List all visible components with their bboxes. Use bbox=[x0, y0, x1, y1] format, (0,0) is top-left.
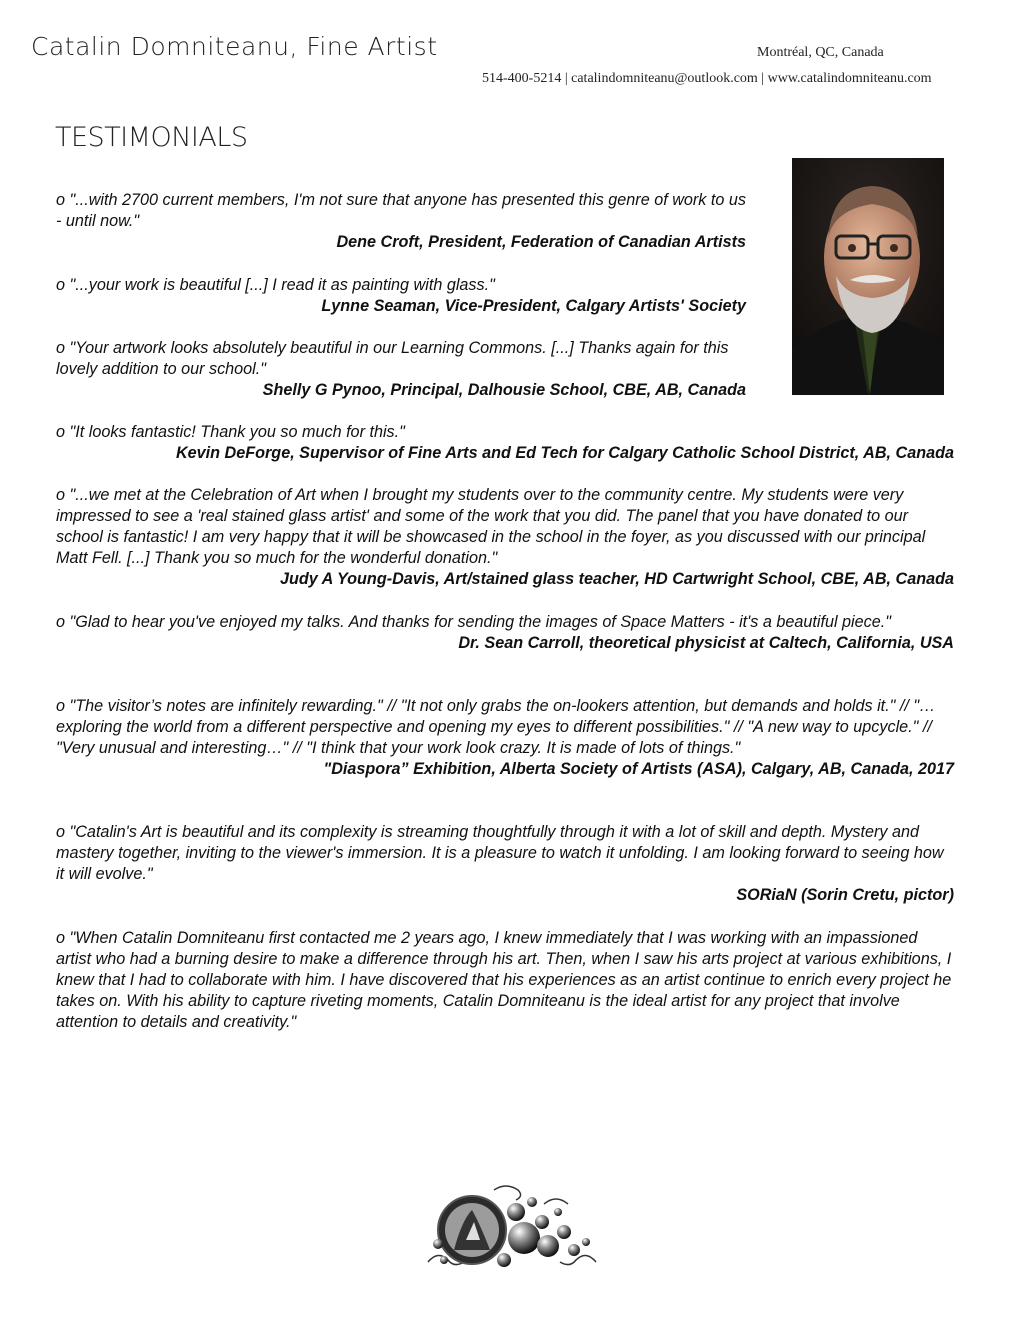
testimonial-attribution: "Diaspora” Exhibition, Alberta Society of Artists (ASA), Calgary, AB, Canada, 2017 bbox=[323, 760, 954, 778]
testimonial-quote: o "Catalin's Art is beautiful and its complexity is streaming thoughtfully through it with a lot of skill and depth. Mystery and mastery together, inviting to the viewer's immersion. It is a pleasure to watch it unfolding. I am looking forward to seeing how it will evolve." bbox=[56, 823, 944, 883]
page-title: TESTIMONIALS bbox=[55, 122, 248, 153]
testimonial-quote: o "It looks fantastic! Thank you so much for this." bbox=[56, 423, 405, 441]
contact-line: 514-400-5214 | catalindomniteanu@outlook.com | www.catalindomniteanu.com bbox=[482, 71, 932, 86]
testimonial-9 bbox=[56, 928, 954, 1031]
testimonial-1 bbox=[56, 190, 746, 253]
testimonial-quote: o "The visitor’s notes are infinitely rewarding." // "It not only grabs the on-lookers attention, but demands and holds it." // "…exploring the world from a different perspective and opening my eyes to different possibilities." // "A new way to upcycle." // "Very unusual and interesting…" // "I think that your work look crazy. It is made of lots of things." bbox=[56, 697, 936, 757]
testimonial-2 bbox=[56, 275, 746, 317]
testimonial-attribution: Dr. Sean Carroll, theoretical physicist at Caltech, California, USA bbox=[458, 634, 954, 652]
testimonial-quote: o "...your work is beautiful [...] I read it as painting with glass." bbox=[56, 276, 495, 294]
testimonial-7 bbox=[56, 696, 954, 780]
testimonial-5 bbox=[56, 485, 954, 590]
testimonial-attribution: Lynne Seaman, Vice-President, Calgary Artists' Society bbox=[321, 297, 746, 315]
artist-logo bbox=[424, 1180, 600, 1272]
artist-name: Catalin Domniteanu, Fine Artist bbox=[31, 32, 438, 61]
testimonial-attribution: SORiaN (Sorin Cretu, pictor) bbox=[736, 886, 954, 904]
artist-portrait bbox=[792, 158, 944, 395]
testimonial-3 bbox=[56, 338, 746, 401]
testimonial-4 bbox=[56, 422, 954, 464]
testimonial-quote: o "When Catalin Domniteanu first contacted me 2 years ago, I knew immediately that I was working with an impassioned artist who had a burning desire to make a difference through his art. Then, when I saw his arts project at various exhibitions, I knew that I had to collaborate with him. I have discovered that his experiences as an artist continue to enrich every project he takes on. With his ability to capture riveting moments, Catalin Domniteanu is the ideal artist for any project that involve attention to details and creativity." bbox=[56, 929, 952, 1031]
artist-location: Montréal, QC, Canada bbox=[757, 45, 884, 60]
testimonial-6 bbox=[56, 612, 954, 654]
testimonial-quote: o "Glad to hear you've enjoyed my talks. And thanks for sending the images of Space Matters - it's a beautiful piece." bbox=[56, 613, 891, 631]
testimonial-quote: o "...with 2700 current members, I'm not sure that anyone has presented this genre of work to us - until now." bbox=[56, 191, 746, 230]
testimonial-quote: o "Your artwork looks absolutely beautiful in our Learning Commons. [...] Thanks again for this lovely addition to our school." bbox=[56, 339, 729, 378]
testimonial-8 bbox=[56, 822, 954, 906]
testimonial-attribution: Kevin DeForge, Supervisor of Fine Arts and Ed Tech for Calgary Catholic School District, AB, Canada bbox=[175, 444, 954, 462]
testimonial-attribution: Dene Croft, President, Federation of Canadian Artists bbox=[336, 233, 746, 251]
testimonial-attribution: Shelly G Pynoo, Principal, Dalhousie School, CBE, AB, Canada bbox=[262, 381, 746, 399]
testimonial-quote: o "...we met at the Celebration of Art when I brought my students over to the community centre. My students were very impressed to see a 'real stained glass artist' and some of the work that you did. The panel that you have donated to our school is fantastic! I am very happy that it will be showcased in the school in the foyer, as you discussed with our principal Matt Fell. [...] Thank you so much for the wonderful donation." bbox=[56, 486, 926, 567]
testimonial-attribution: Judy A Young-Davis, Art/stained glass teacher, HD Cartwright School, CBE, AB, Canada bbox=[279, 570, 954, 588]
